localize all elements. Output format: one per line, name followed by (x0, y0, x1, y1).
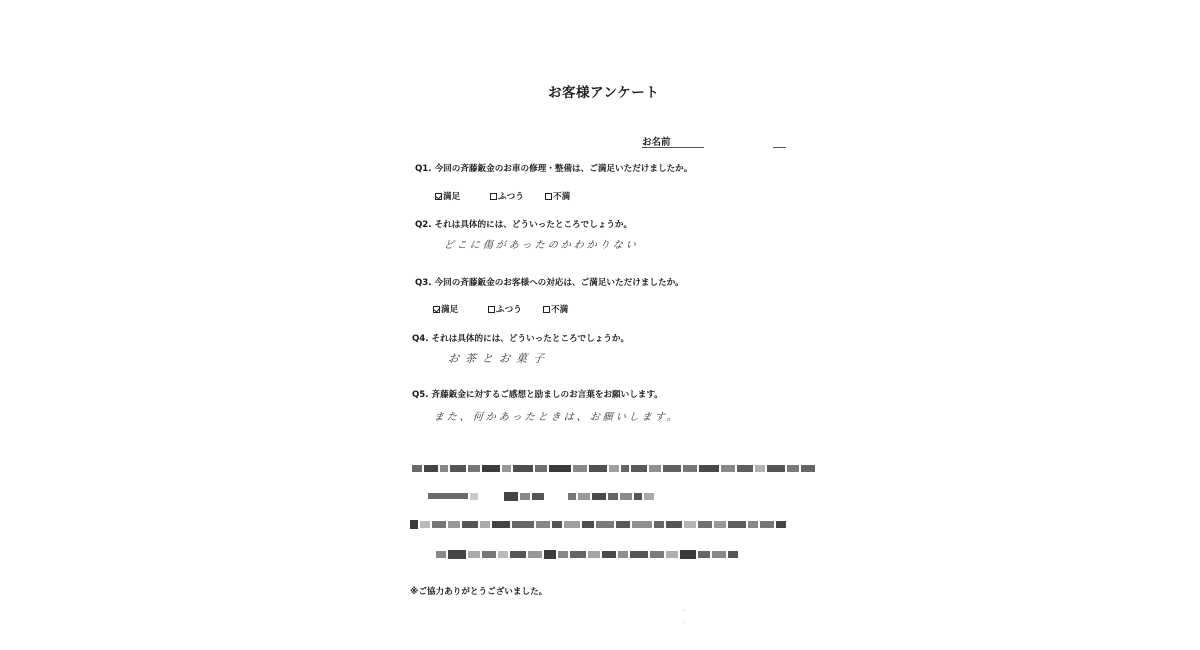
answer-2-handwriting: どこに傷があったのかわかりない (443, 240, 640, 251)
redacted-line-4 (436, 548, 740, 560)
question-1: Q1. 今回の斉藤鈑金のお車の修理・整備は、ご満足いただけましたか。 (415, 164, 693, 174)
q3-option-satisfied[interactable]: 満足 (433, 303, 458, 315)
name-underline (642, 147, 704, 148)
checkbox-icon (490, 193, 497, 200)
redacted-line-2 (428, 490, 656, 502)
question-3: Q3. 今回の斉藤鈑金のお客様への対応は、ご満足いただけましたか。 (415, 278, 684, 288)
q3-option-normal[interactable]: ふつう (488, 303, 522, 315)
checkbox-icon (545, 193, 552, 200)
answer-5-handwriting: また、何かあったときは、お願いします。 (433, 412, 681, 423)
checkbox-icon (543, 306, 550, 313)
checkbox-checked-icon (435, 193, 442, 200)
q3-option-dissatisfied[interactable]: 不満 (543, 303, 568, 315)
q1-option-satisfied[interactable]: 満足 (435, 190, 460, 202)
q1-option-normal[interactable]: ふつう (490, 190, 524, 202)
question-4: Q4. それは具体的には、どういったところでしょうか。 (412, 334, 630, 344)
question-2: Q2. それは具体的には、どういったところでしょうか。 (415, 220, 633, 230)
question-5: Q5. 斉藤鈑金に対するご感想と励ましのお言葉をお願いします。 (412, 390, 663, 400)
footer-note: ※ご協力ありがとうございました。 (410, 587, 548, 597)
q1-option-dissatisfied[interactable]: 不満 (545, 190, 570, 202)
answer-4-handwriting: お茶とお菓子 (447, 352, 551, 365)
redacted-line-3 (410, 518, 788, 530)
name-label: お名前 (642, 137, 671, 148)
scan-speck (684, 622, 685, 623)
checkbox-checked-icon (433, 306, 440, 313)
scan-speck (684, 610, 685, 611)
name-underline-end (773, 147, 786, 148)
checkbox-icon (488, 306, 495, 313)
page-title: お客様アンケート (548, 85, 660, 101)
redacted-line-1 (412, 462, 817, 474)
